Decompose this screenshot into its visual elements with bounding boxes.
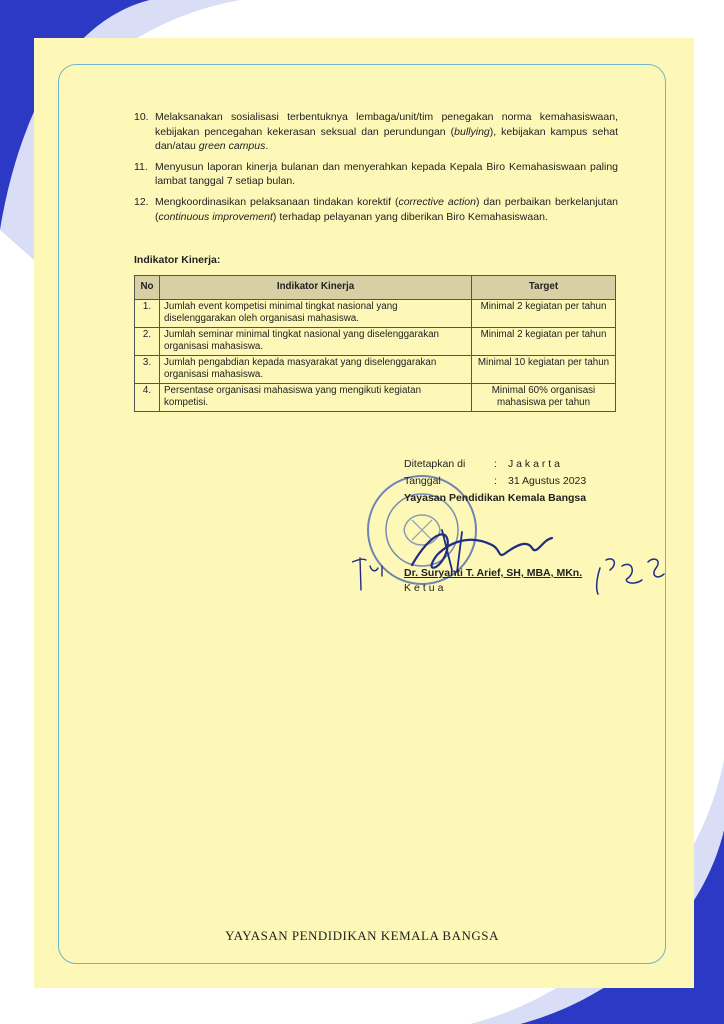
cell-target: Minimal 2 kegiatan per tahun xyxy=(472,327,616,355)
list-item: 11. Menyusun laporan kinerja bulanan dan menyerahkan kepada Kepala Biro Kemahasiswaan paling lambat tanggal 7 setiap bulan. xyxy=(134,160,618,188)
handwritten-signature xyxy=(352,510,692,610)
cell-no: 2. xyxy=(135,327,160,355)
header-target: Target xyxy=(472,275,616,299)
table-row xyxy=(135,383,616,411)
cell-indicator: Jumlah seminar minimal tingkat nasional yang diselenggarakan organisasi mahasiswa. xyxy=(160,327,472,355)
date-line: Tanggal : 31 Agustus 2023 xyxy=(404,474,587,487)
cell-no: 3. xyxy=(135,355,160,383)
table-row xyxy=(135,327,616,355)
signer-name: Dr. Suryanti T. Arief, SH, MBA, MKn. xyxy=(404,567,583,579)
document-body xyxy=(134,110,618,412)
cell-target: Minimal 60% organisasi mahasiswa per tahun xyxy=(472,383,616,411)
cell-target: Minimal 2 kegiatan per tahun xyxy=(472,299,616,327)
cell-indicator: Jumlah pengabdian kepada masyarakat yang diselenggarakan organisasi mahasiswa. xyxy=(160,355,472,383)
cell-no: 1. xyxy=(135,299,160,327)
cell-no: 4. xyxy=(135,383,160,411)
signature-block xyxy=(404,456,684,594)
indicator-title: Indikator Kinerja: xyxy=(134,254,221,267)
header-indicator: Indikator Kinerja xyxy=(160,275,472,299)
footer-organization: YAYASAN PENDIDIKAN KEMALA BANGSA xyxy=(225,928,499,943)
table-row xyxy=(135,299,616,327)
organization-name: Yayasan Pendidikan Kemala Bangsa xyxy=(404,492,587,504)
cell-indicator: Persentase organisasi mahasiswa yang mengikuti kegiatan kompetisi. xyxy=(160,383,472,411)
table-row xyxy=(135,355,616,383)
table-header-row xyxy=(135,275,616,299)
cell-indicator: Jumlah event kompetisi minimal tingkat nasional yang diselenggarakan oleh organisasi mahasiswa. xyxy=(160,299,472,327)
place-line: Ditetapkan di : J a k a r t a xyxy=(404,458,560,470)
cell-target: Minimal 10 kegiatan per tahun xyxy=(472,355,616,383)
signer-role: Ketua xyxy=(404,582,447,594)
header-no: No xyxy=(135,275,160,299)
list-item: 10. Melaksanakan sosialisasi terbentuknya lembaga/unit/tim penegakan norma kemahasiswaan, kebijakan pencegahan kekerasan seksual dan perundungan (bullying), kebijakan kampus sehat dan/atau green campus. xyxy=(134,111,618,153)
indicator-table xyxy=(134,275,616,412)
list-item: 12. Mengkoordinasikan pelaksanaan tindakan korektif (corrective action) dan perbaikan berkelanjutan (continuous improvement) terhadap pelayanan yang diberikan Biro Kemahasiswaan. xyxy=(134,195,619,223)
